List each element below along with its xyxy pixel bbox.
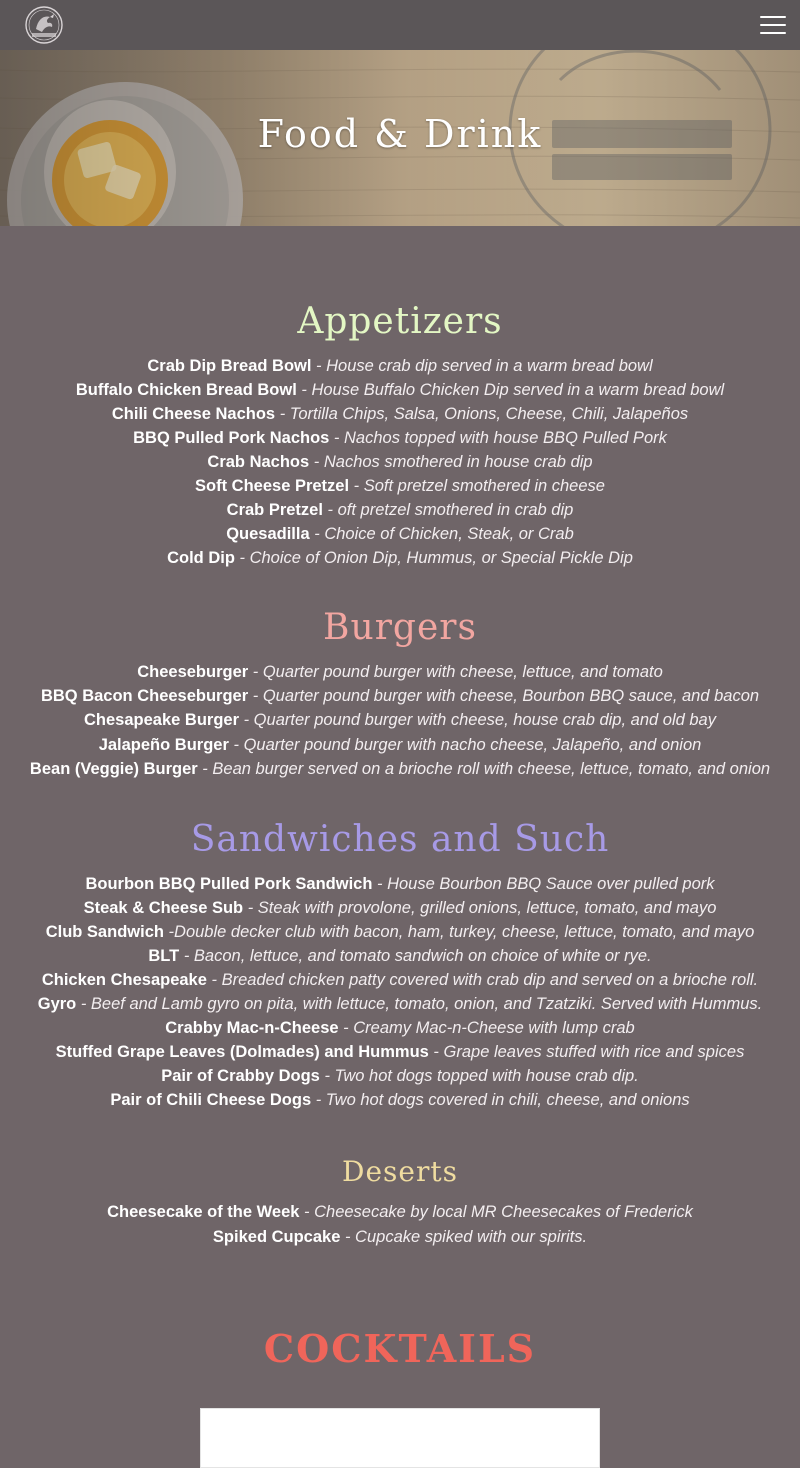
menu-item-name: Pair of Crabby Dogs — [161, 1067, 320, 1085]
cocktails-heading: COCKTAILS — [263, 1326, 537, 1371]
menu-item — [0, 708, 800, 732]
menu-item — [0, 733, 800, 757]
menu-item-description: - Breaded chicken patty covered with crab dip and served on a brioche roll. — [206, 971, 759, 989]
menu-item — [0, 1225, 800, 1250]
page-title: Food & Drink — [257, 112, 543, 156]
menu-item-name: BBQ Pulled Pork Nachos — [133, 429, 330, 447]
menu-item — [0, 872, 800, 896]
menu-item — [0, 522, 800, 546]
menu-item-name: Jalapeño Burger — [98, 735, 229, 754]
menu-item-description: - Soft pretzel smothered in cheese — [349, 477, 605, 495]
menu-item — [0, 944, 800, 968]
dragon-distillery-logo[interactable] — [20, 5, 68, 45]
menu-item — [0, 920, 800, 944]
menu-item-description: - Choice of Chicken, Steak, or Crab — [309, 525, 574, 543]
menu-item-description: -Double decker club with bacon, ham, turkey, cheese, lettuce, tomato, and mayo — [163, 923, 755, 941]
menu-item — [0, 450, 800, 474]
menu-item-name: Steak & Cheese Sub — [83, 899, 244, 917]
menu-item-name: Crab Dip Bread Bowl — [147, 357, 312, 375]
menu-item-description: - Bacon, lettuce, and tomato sandwich on choice of white or rye. — [179, 947, 652, 965]
deserts-heading: Deserts — [342, 1155, 458, 1188]
menu-item-name: Cheeseburger — [137, 663, 249, 681]
menu-item — [0, 378, 800, 402]
menu-item — [0, 498, 800, 522]
menu-item-name: Crab Pretzel — [226, 501, 323, 519]
menu-item-description: - Two hot dogs topped with house crab dip. — [319, 1067, 639, 1085]
burgers-heading: Burgers — [323, 607, 477, 648]
menu-item-description: - Quarter pound burger with cheese, lettuce, and tomato — [248, 663, 663, 681]
menu-item-name: Buffalo Chicken Bread Bowl — [75, 381, 297, 399]
menu-item-name: Bourbon BBQ Pulled Pork Sandwich — [85, 875, 373, 893]
deserts-section — [0, 1154, 800, 1250]
menu-item-description: - Tortilla Chips, Salsa, Onions, Cheese, Chili, Jalapeños — [275, 405, 689, 423]
menu-item — [0, 660, 800, 684]
menu-item-name: Crab Nachos — [207, 453, 310, 471]
menu-item-description: - Quarter pound burger with cheese, house crab dip, and old bay — [239, 711, 716, 730]
appetizers-heading: Appetizers — [297, 301, 503, 342]
burgers-section — [0, 606, 800, 781]
menu-item — [0, 968, 800, 992]
menu-item-name: Spiked Cupcake — [212, 1228, 341, 1246]
menu-item — [0, 1064, 800, 1088]
menu-item — [0, 546, 800, 570]
menu-item-name: Chesapeake Burger — [84, 711, 240, 730]
menu-item-description: - Choice of Onion Dip, Hummus, or Special Pickle Dip — [234, 549, 633, 567]
menu-item-name: Gyro — [37, 995, 77, 1013]
menu-item-description: - Cupcake spiked with our spirits. — [340, 1228, 588, 1246]
top-navigation-bar — [0, 0, 800, 50]
menu-item-name: Cold Dip — [167, 549, 235, 567]
menu-item-description: - Nachos topped with house BBQ Pulled Pork — [329, 429, 667, 447]
menu-item-name: Crabby Mac-n-Cheese — [165, 1019, 339, 1037]
menu-item-description: - Two hot dogs covered in chili, cheese, and onions — [311, 1091, 690, 1109]
menu-item-name: Soft Cheese Pretzel — [195, 477, 350, 495]
menu-item-description: - Beef and Lamb gyro on pita, with lettuce, tomato, onion, and Tzatziki. Served with Hummus. — [76, 995, 763, 1013]
hero-banner — [0, 50, 800, 226]
menu-item-description: - Quarter pound burger with nacho cheese, Jalapeño, and onion — [228, 735, 702, 754]
menu-item — [0, 426, 800, 450]
menu-item — [0, 354, 800, 378]
menu-item-name: Stuffed Grape Leaves (Dolmades) and Hummus — [55, 1043, 429, 1061]
menu-item-description: - Creamy Mac-n-Cheese with lump crab — [338, 1019, 635, 1037]
menu-item-description: - Nachos smothered in house crab dip — [309, 453, 593, 471]
menu-item-description: - House crab dip served in a warm bread bowl — [311, 357, 653, 375]
menu-item-name: Cheesecake of the Week — [107, 1203, 300, 1221]
menu-item-description: - House Bourbon BBQ Sauce over pulled pork — [372, 875, 715, 893]
menu-item-name: Pair of Chili Cheese Dogs — [110, 1091, 312, 1109]
menu-item — [0, 474, 800, 498]
menu-item-name: Bean (Veggie) Burger — [29, 759, 198, 778]
menu-item-name: Quesadilla — [226, 525, 310, 543]
menu-item — [0, 757, 800, 781]
menu-item-description: - House Buffalo Chicken Dip served in a warm bread bowl — [296, 381, 725, 399]
menu-item-name: Club Sandwich — [45, 923, 164, 941]
menu-item-description: - Quarter pound burger with cheese, Bourbon BBQ sauce, and bacon — [248, 687, 760, 706]
cocktail-menu-embed — [200, 1408, 600, 1468]
menu-item — [0, 992, 800, 1016]
menu-item — [0, 402, 800, 426]
sandwiches-heading: Sandwiches and Such — [190, 819, 610, 860]
menu-item-description: - Cheesecake by local MR Cheesecakes of Frederick — [299, 1203, 693, 1221]
menu-item-name: BBQ Bacon Cheeseburger — [40, 687, 249, 706]
menu-item-name: BLT — [148, 947, 180, 965]
hamburger-menu-icon[interactable] — [760, 14, 786, 36]
menu-item-description: - oft pretzel smothered in crab dip — [322, 501, 574, 519]
menu-item-description: - Grape leaves stuffed with rice and spices — [428, 1043, 745, 1061]
menu-item — [0, 1016, 800, 1040]
menu-item-name: Chicken Chesapeake — [41, 971, 207, 989]
menu-item — [0, 1088, 800, 1112]
menu-item-description: - Steak with provolone, grilled onions, lettuce, tomato, and mayo — [243, 899, 717, 917]
menu-item — [0, 1200, 800, 1225]
menu-item-description: - Bean burger served on a brioche roll with cheese, lettuce, tomato, and onion — [197, 759, 771, 778]
menu-item-name: Chili Cheese Nachos — [111, 405, 276, 423]
cocktails-section — [0, 1326, 800, 1372]
appetizers-section — [0, 300, 800, 570]
sandwiches-section — [0, 818, 800, 1112]
menu-item — [0, 684, 800, 708]
menu-item — [0, 1040, 800, 1064]
menu-item — [0, 896, 800, 920]
